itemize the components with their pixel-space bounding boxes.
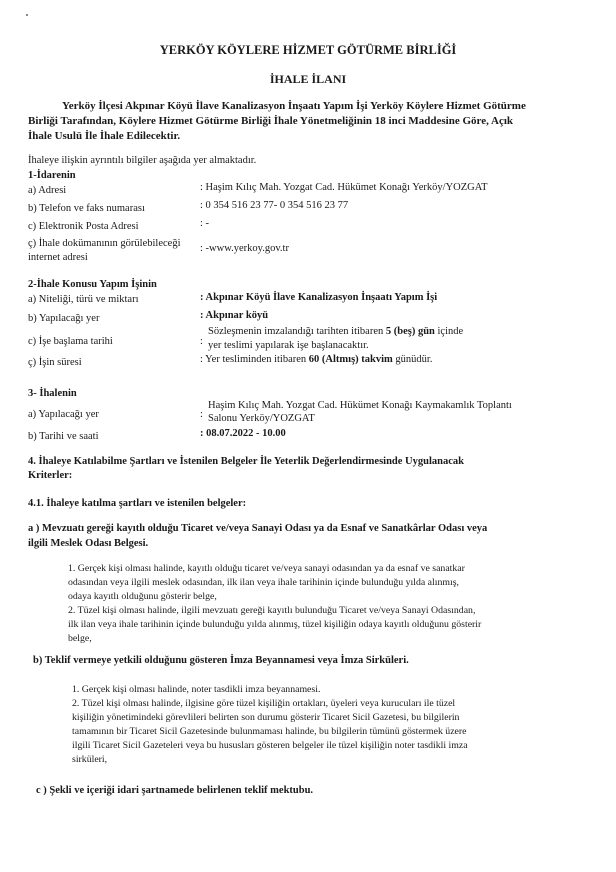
phone-label: b) Telefon ve faks numarası <box>28 203 145 214</box>
internet-label-line-1: ç) İhale dokümanının görülebileceği <box>28 238 181 249</box>
start-date-value-line-2: yer teslimi yapılarak işe başlanacaktır. <box>208 340 369 351</box>
item-a-line-1: 1. Gerçek kişi olması halinde, kayıtlı olduğu ticaret ve/veya sanayi odasından ya da esnaf ve sanatkar <box>68 563 465 574</box>
item-b-line-1: 1. Gerçek kişi olması halinde, noter tasdikli imza beyannamesi. <box>72 684 321 695</box>
email-label: c) Elektronik Posta Adresi <box>28 221 139 232</box>
tender-date-value: : 08.07.2022 - 10.00 <box>200 428 286 439</box>
phone-value: : 0 354 516 23 77- 0 354 516 23 77 <box>200 200 349 211</box>
tender-place-colon: : <box>200 409 203 420</box>
intro-line-2: Birliği Tarafından, Köylere Hizmet Götürme Birliği İhale Yönetmeliğinin 18 inci Maddesine Göre, Açık <box>28 115 514 127</box>
duration-value: : Yer tesliminden itibaren 60 (Altmış) takvim günüdür. <box>200 354 433 365</box>
scan-speck <box>26 14 28 16</box>
info-line: İhaleye ilişkin ayrıntılı bilgiler aşağıda yer almaktadır. <box>28 155 257 166</box>
document-title: YERKÖY KÖYLERE HİZMET GÖTÜRME BİRLİĞİ <box>159 43 457 57</box>
item-a-line-4: 2. Tüzel kişi olması halinde, ilgili mevzuatı gereği kayıtlı bulunduğu Ticaret ve/veya Sanayi Odasından, <box>68 605 476 616</box>
section-2-heading: 2-İhale Konusu Yapım İşinin <box>28 279 157 290</box>
start-date-value-line-1: Sözleşmenin imzalandığı tarihten itibaren 5 (beş) gün içinde <box>208 326 464 337</box>
section-4-heading-line-2: Kriterler: <box>28 470 73 481</box>
intro-line-1: Yerköy İlçesi Akpınar Köyü İlave Kanalizasyon İnşaatı Yapım İşi Yerköy Köylere Hizmet Götürme <box>62 100 526 112</box>
item-a-line-5: ilk ilan veya ihale tarihinin içinde bulunduğu yılda alınmış, tüzel kişiliğin odaya kayıtlı olduğunu gösterir <box>68 619 482 630</box>
item-a-line-6: belge, <box>68 633 92 644</box>
section-4-1-heading: 4.1. İhaleye katılma şartları ve istenilen belgeler: <box>28 498 247 509</box>
item-c-heading: c ) Şekli ve içeriği idari şartnamede belirlenen teklif mektubu. <box>36 785 314 796</box>
section-4-heading-line-1: 4. İhaleye Katılabilme Şartları ve İstenilen Belgeler İle Yeterlik Değerlendirmesinde Uygulanacak <box>28 456 464 467</box>
nature-value: : Akpınar Köyü İlave Kanalizasyon İnşaatı Yapım İşi <box>200 292 438 303</box>
section-1-heading: 1-İdarenin <box>28 170 76 181</box>
intro-line-3: İhale Usulü İle İhale Edilecektir. <box>28 130 181 142</box>
tender-place-value-line-1: Haşim Kılıç Mah. Yozgat Cad. Hükümet Konağı Kaymakamlık Toplantı <box>208 400 512 411</box>
start-date-label: c) İşe başlama tarihi <box>28 336 113 347</box>
item-b-line-2: 2. Tüzel kişi olması halinde, ilgisine göre tüzel kişiliğin ortakları, üyeleri veya kurucuları ile tüzel <box>72 698 456 709</box>
item-a-heading-line-2: ilgili Meslek Odası Belgesi. <box>28 538 149 549</box>
item-b-line-6: sirküleri, <box>72 754 108 765</box>
document-subtitle: İHALE İLANI <box>269 72 347 86</box>
tender-place-value-line-2: Salonu Yerköy/YOZGAT <box>208 413 315 424</box>
item-b-line-3: kişiliğin yönetimindeki görevlileri belirten son durumu gösterir Ticaret Sicil Gazetesi, bu bilgilerin <box>72 712 460 723</box>
section-3-heading: 3- İhalenin <box>28 388 77 399</box>
item-b-line-4: tamamının bir Ticaret Sicil Gazetesinde bulunmaması halinde, bu bilgilerin tümünü göstermek üzere <box>72 726 467 737</box>
item-a-line-2: odasından veya ilgili meslek odasından, ilk ilan veya ihale tarihinin içinde bulunduğu yılda alınmış, <box>68 577 459 588</box>
item-b-heading: b) Teklif vermeye yetkili olduğunu gösteren İmza Beyannamesi veya İmza Sirküleri. <box>33 655 409 666</box>
tender-date-label: b) Tarihi ve saati <box>28 431 99 442</box>
place-label: b) Yapılacağı yer <box>28 313 100 324</box>
item-a-line-3: odaya kayıtlı olduğunu gösterir belge, <box>68 591 217 602</box>
address-label: a) Adresi <box>28 185 67 196</box>
place-value: : Akpınar köyü <box>200 310 269 321</box>
item-a-heading-line-1: a ) Mevzuatı gereği kayıtlı olduğu Ticaret ve/veya Sanayi Odası ya da Esnaf ve Sanatkârlar Odası veya <box>28 523 488 534</box>
duration-label: ç) İşin süresi <box>28 357 82 368</box>
internet-value: : -www.yerkoy.gov.tr <box>200 243 289 254</box>
tender-place-label: a) Yapılacağı yer <box>28 409 99 420</box>
nature-label: a) Niteliği, türü ve miktarı <box>28 294 139 305</box>
item-b-line-5: ilgili Ticaret Sicil Gazeteleri veya bu hususları gösteren belgeler ile tüzel kişiliğin noter tasdikli imza <box>72 740 468 751</box>
start-date-colon: : <box>200 336 203 347</box>
internet-label-line-2: internet adresi <box>28 252 88 263</box>
address-value: : Haşim Kılıç Mah. Yozgat Cad. Hükümet Konağı Yerköy/YOZGAT <box>200 182 488 193</box>
email-value: : - <box>200 218 210 229</box>
